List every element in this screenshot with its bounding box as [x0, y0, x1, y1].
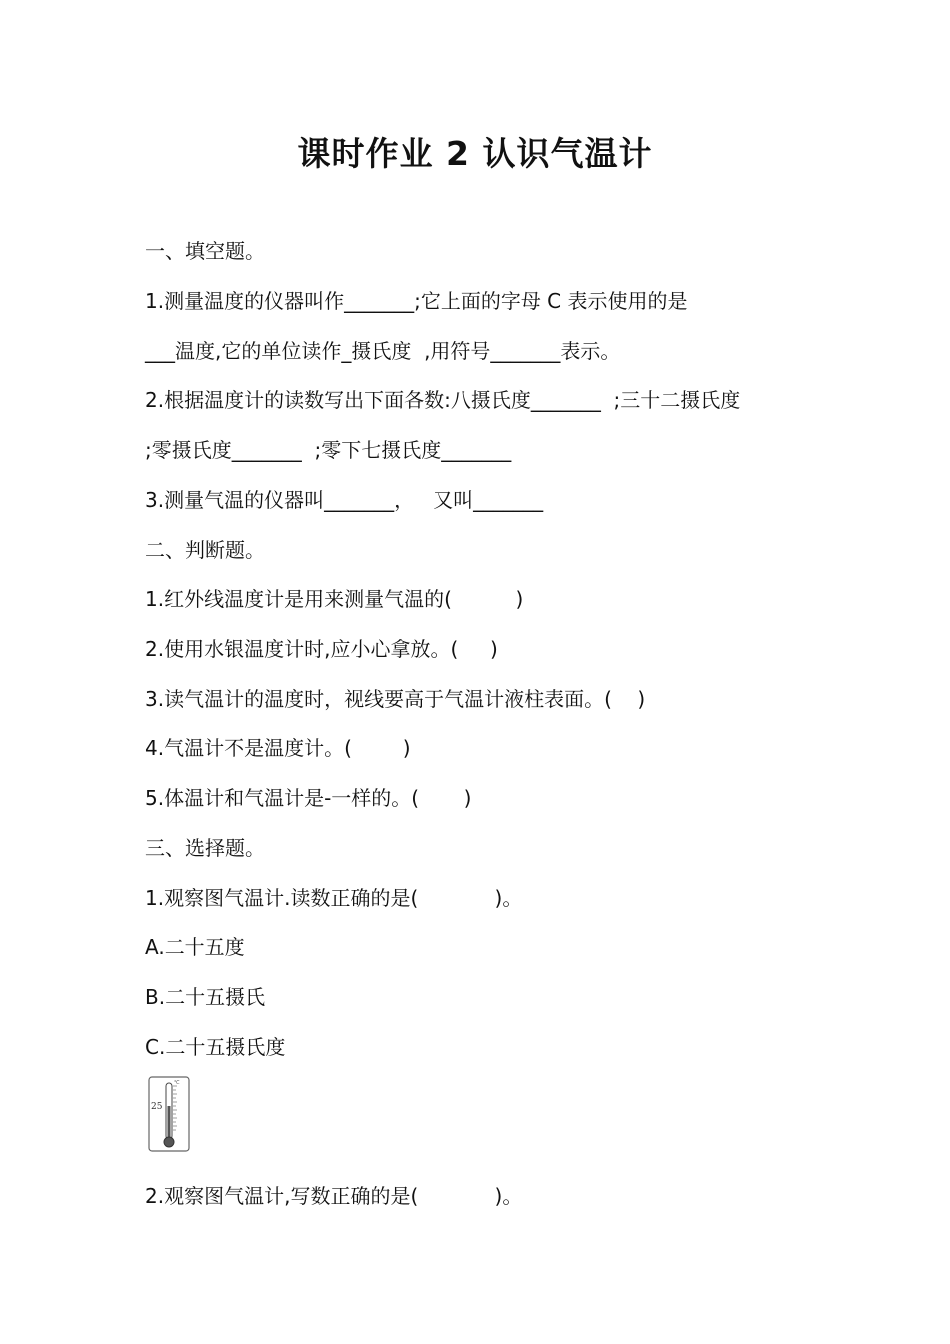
section-heading-true-false: 二、判断题。 [145, 538, 265, 562]
thermometer-scale-label: 25 [151, 1102, 163, 1112]
option-c: C.二十五摄氏度 [145, 1035, 286, 1059]
question-text: 3.读气温计的温度时，视线要高于气温计液柱表面。( ) [145, 687, 646, 711]
question-text: 2.观察图气温计,写数正确的是( )。 [145, 1184, 523, 1208]
thermometer-icon [148, 1076, 190, 1152]
section-heading-fill-blank: 一、填空题。 [145, 239, 265, 263]
option-b: B.二十五摄氏 [145, 985, 266, 1009]
question-text: 1.测量温度的仪器叫作_______;它上面的字母 C 表示使用的是 [145, 289, 688, 313]
page-title: 课时作业 2 认识气温计 [297, 134, 653, 173]
section-heading-choice: 三、选择题。 [145, 836, 265, 860]
question-text: 2.使用水银温度计时,应小心拿放。( ) [145, 637, 498, 661]
question-text: 5.体温计和气温计是-一样的。( ) [145, 786, 472, 810]
option-a: A.二十五度 [145, 935, 245, 959]
question-text: 2.根据温度计的读数写出下面各数:八摄氏度_______ ;三十二摄氏度 [145, 388, 741, 412]
question-text: 4.气温计不是温度计。( ) [145, 736, 411, 760]
question-text: ;零摄氏度_______ ;零下七摄氏度_______ [145, 438, 512, 462]
thermometer-unit: ℃ [174, 1080, 180, 1086]
question-text: 1.红外线温度计是用来测量气温的( ) [145, 587, 524, 611]
question-text: 1.观察图气温计.读数正确的是( )。 [145, 886, 523, 910]
question-text: 3.测量气温的仪器叫_______， 又叫_______ [145, 488, 544, 512]
question-text: ___温度,它的单位读作_摄氏度 ,用符号_______表示。 [145, 339, 621, 363]
